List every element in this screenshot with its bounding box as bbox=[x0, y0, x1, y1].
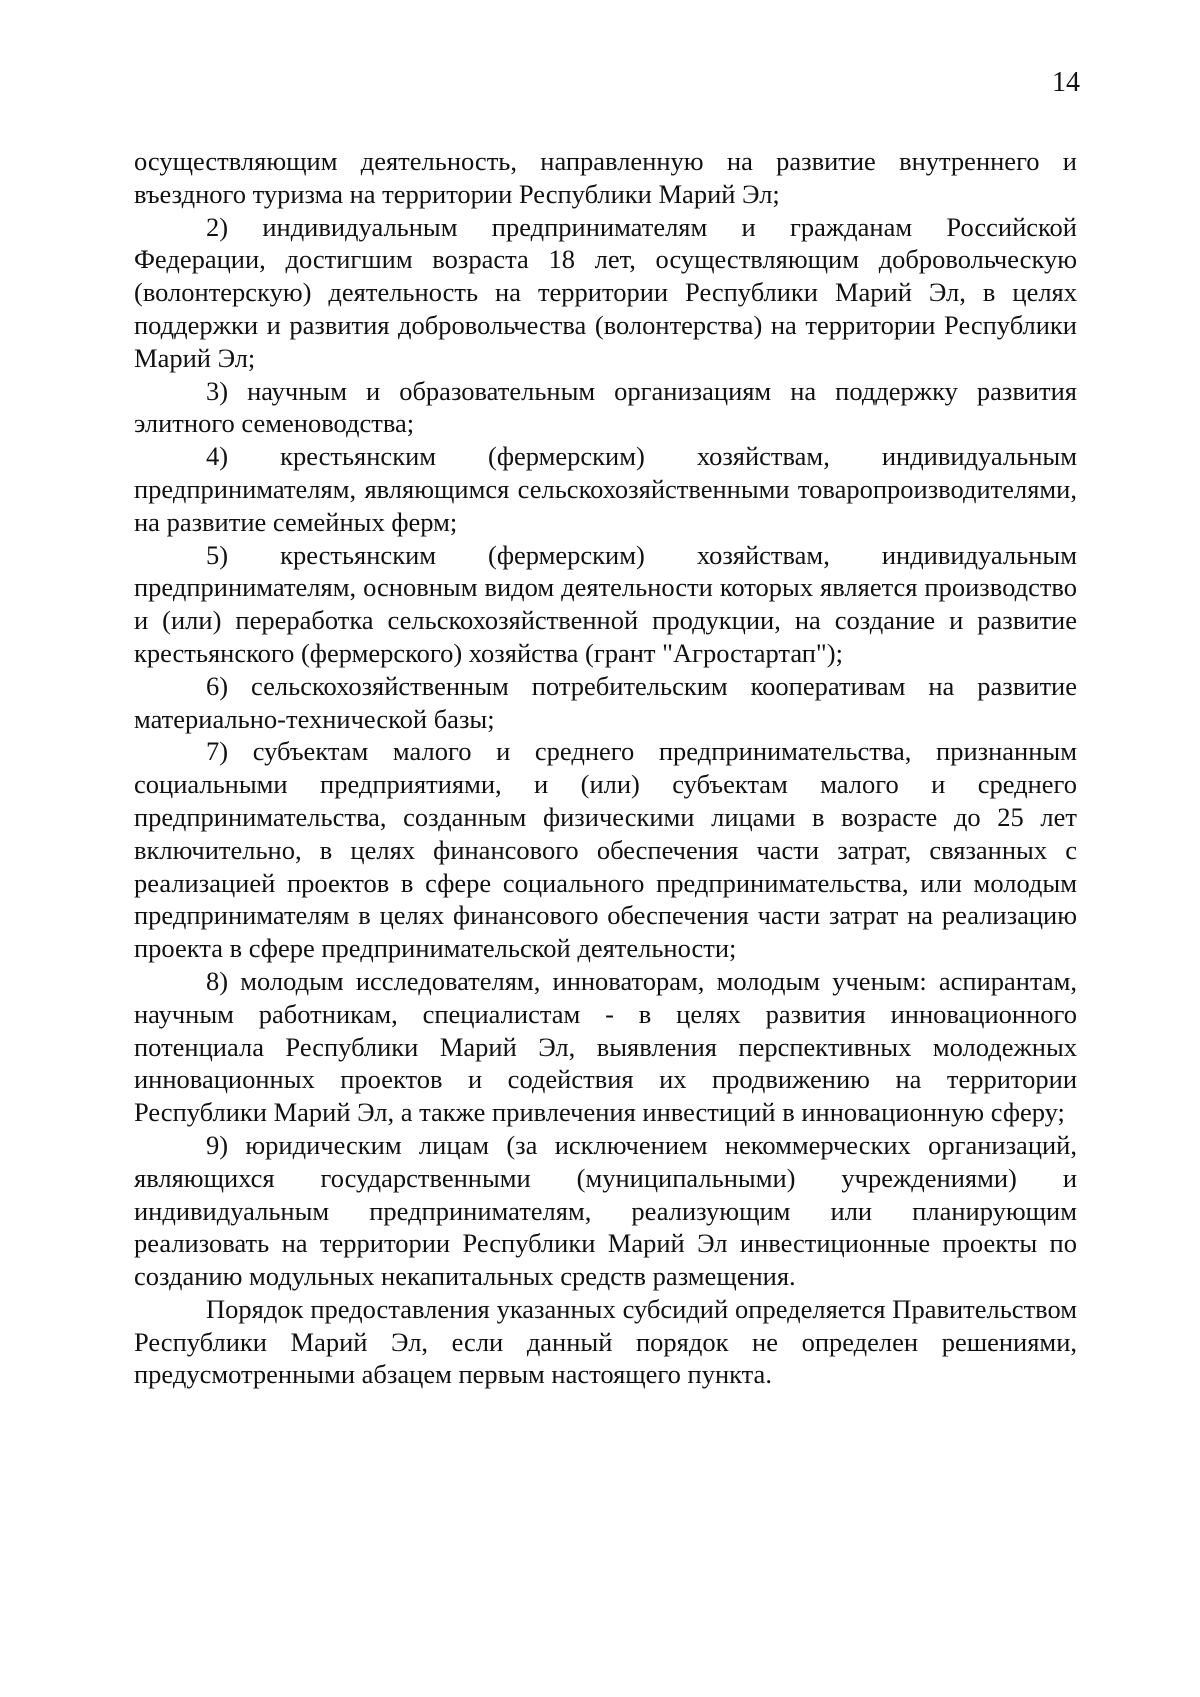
list-item-9: 9) юридическим лицам (за исключением некоммерческих организаций, являющихся государственными (муниципальными) учреждениями) и индивидуальным предпринимателям, реализующим или планирующим реализовать на территории Республики Марий Эл инвестиционные проекты по созданию модульных некапитальных средств размещения. bbox=[134, 1129, 1077, 1292]
list-item-5: 5) крестьянским (фермерским) хозяйствам, индивидуальным предпринимателям, основным видом деятельности которых является производство и (или) переработка сельскохозяйственной продукции, на создание и развитие крестьянского (фермерского) хозяйства (грант "Агростартап"); bbox=[134, 539, 1077, 668]
list-item-2: 2) индивидуальным предпринимателям и гражданам Российской Федерации, достигшим возраста 18 лет, осуществляющим добровольческую (волонтерскую) деятельность на территории Республики Марий Эл, в целях поддержки и развития добровольчества (волонтерства) на территории Республики Марий Эл; bbox=[134, 211, 1077, 373]
list-item-6: 6) сельскохозяйственным потребительским кооперативам на развитие материально-технической базы; bbox=[134, 670, 1077, 734]
list-item-4: 4) крестьянским (фермерским) хозяйствам, индивидуальным предпринимателям, являющимся сельскохозяйственными товаропроизводителями, на развитие семейных ферм; bbox=[134, 441, 1077, 537]
list-item-3: 3) научным и образовательным организациям на поддержку развития элитного семеноводства; bbox=[134, 375, 1077, 439]
page-number: 14 bbox=[1052, 67, 1080, 98]
closing-paragraph: Порядок предоставления указанных субсидий определяется Правительством Республики Марий Эл, если данный порядок не определен решениями, предусмотренными абзацем первым настоящего пункта. bbox=[134, 1293, 1077, 1390]
document-body bbox=[134, 145, 1077, 1391]
paragraph-continuation: осуществляющим деятельность, направленную на развитие внутреннего и въездного туризма на территории Республики Марий Эл; bbox=[134, 146, 1077, 209]
list-item-8: 8) молодым исследователям, инноваторам, молодым ученым: аспирантам, научным работникам, специалистам - в целях развития инновационного потенциала Республики Марий Эл, выявления перспективных молодежных инновационных проектов и содействия их продвижению на территории Республики Марий Эл, а также привлечения инвестиций в инновационную сферу; bbox=[134, 965, 1077, 1128]
list-item-7: 7) субъектам малого и среднего предпринимательства, признанным социальными предприятиями, и (или) субъектам малого и среднего предпринимательства, созданным физическими лицами в возрасте до 25 лет включительно, в целях финансового обеспечения части затрат, связанных с реализацией проектов в сфере социального предпринимательства, или молодым предпринимателям в целях финансового обеспечения части затрат на реализацию проекта в сфере предпринимательской деятельности; bbox=[134, 736, 1077, 964]
